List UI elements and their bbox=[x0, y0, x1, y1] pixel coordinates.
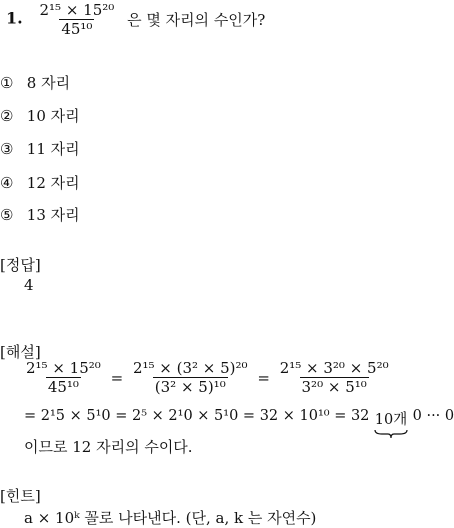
choice-2 bbox=[0, 105, 80, 126]
explanation-equation: = 2¹5 × 5¹0 = 2⁵ × 2¹0 × 5¹0 = 32 × 10¹⁰ = 32 bbox=[24, 408, 370, 424]
answer-value: 4 bbox=[24, 276, 34, 294]
choice-marker: ④ bbox=[0, 174, 14, 192]
choice-text: 11 자리 bbox=[26, 140, 80, 158]
fraction-denominator: 45¹⁰ bbox=[47, 377, 79, 396]
explanation-line-2 bbox=[24, 408, 454, 439]
explanation-fraction-3 bbox=[278, 360, 391, 395]
question-number: 1. bbox=[6, 8, 23, 28]
choice-text: 13 자리 bbox=[26, 206, 80, 224]
hint-text: a × 10ᵏ 꼴로 나타낸다. (단, a, k 는 자연수) bbox=[24, 509, 317, 527]
choice-text: 12 자리 bbox=[26, 174, 80, 192]
underbrace-icon bbox=[374, 429, 408, 439]
fraction-numerator: 2¹⁵ × 15²⁰ bbox=[26, 359, 101, 377]
choice-marker: ⑤ bbox=[0, 206, 14, 224]
explanation-label: [해설] bbox=[0, 343, 41, 361]
answer-label: [정답] bbox=[0, 256, 41, 274]
fraction-denominator: (3² × 5)¹⁰ bbox=[154, 377, 226, 396]
fraction-numerator: 2¹⁵ × (3² × 5)²⁰ bbox=[132, 359, 248, 377]
choice-text: 8 자리 bbox=[26, 74, 71, 92]
underbrace-group bbox=[374, 408, 408, 439]
question-stem: 은 몇 자리의 수인가? bbox=[127, 11, 266, 29]
equals-sign: = bbox=[257, 368, 270, 387]
choice-1 bbox=[0, 72, 70, 93]
fraction-numerator: 2¹⁵ × 15²⁰ bbox=[39, 1, 115, 19]
fraction-numerator: 2¹⁵ × 3²⁰ × 5²⁰ bbox=[279, 359, 389, 377]
explanation-fraction-1 bbox=[24, 360, 103, 395]
choice-marker: ② bbox=[0, 107, 14, 125]
choice-4 bbox=[0, 172, 80, 193]
question bbox=[6, 2, 265, 37]
underbrace-count: 10개 bbox=[374, 412, 408, 428]
fraction-denominator: 3²⁰ × 5¹⁰ bbox=[301, 377, 367, 396]
fraction-denominator: 45¹⁰ bbox=[61, 19, 93, 38]
explanation-fraction-2 bbox=[131, 360, 250, 395]
choice-marker: ① bbox=[0, 74, 14, 92]
equals-sign: = bbox=[110, 368, 124, 387]
hint-label: [힌트] bbox=[0, 487, 41, 505]
choice-marker: ③ bbox=[0, 140, 14, 158]
choice-5 bbox=[0, 204, 80, 225]
explanation-line-1 bbox=[24, 360, 391, 395]
choice-3 bbox=[0, 138, 80, 159]
choice-text: 10 자리 bbox=[26, 107, 80, 125]
explanation-line-3: 이므로 12 자리의 수이다. bbox=[24, 438, 193, 456]
explanation-zeros: 0 ··· 0 bbox=[412, 408, 454, 424]
question-fraction bbox=[37, 2, 116, 37]
